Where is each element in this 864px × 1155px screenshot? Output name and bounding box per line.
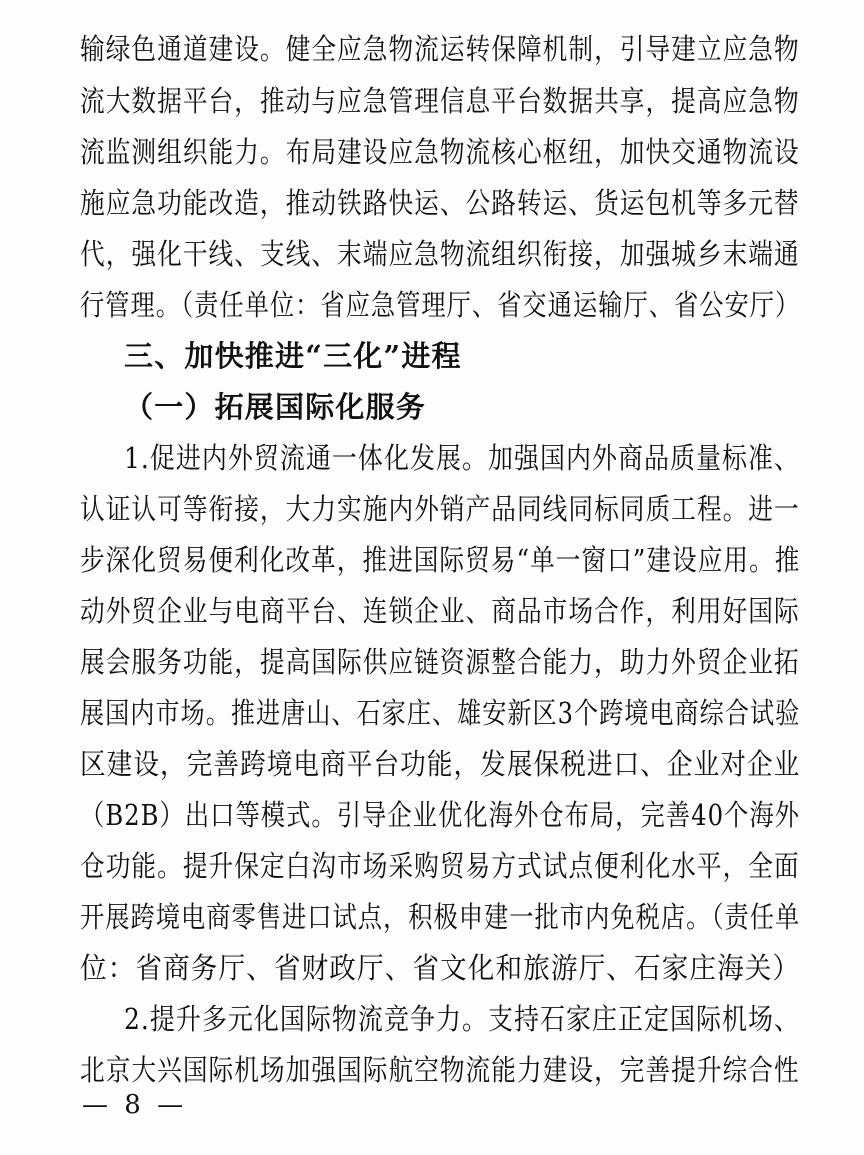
text-line: 认证认可等衔接，大力实施内外销产品同线同标同质工程。进一	[80, 492, 800, 526]
text-line: 2.提升多元化国际物流竞争力。支持石家庄正定国际机场、	[124, 1002, 801, 1036]
text-line: 步深化贸易便利化改革，推进国际贸易“单一窗口”建设应用。推	[80, 543, 801, 577]
subsection-heading: （一）拓展国际化服务	[124, 390, 427, 424]
text-line: 流大数据平台，推动与应急管理信息平台数据共享，提高应急物	[80, 84, 800, 118]
text-line: （B2B）出口等模式。引导企业优化海外仓布局，完善40个海外	[80, 798, 801, 832]
text-line: 北京大兴国际机场加强国际航空物流能力建设，完善提升综合性	[80, 1053, 800, 1087]
text-line: 开展跨境电商零售进口试点，积极申建一批市内免税店。（责任单	[80, 900, 801, 934]
section-heading: 三、加快推进“三化”进程	[124, 339, 462, 373]
text-line: 输绿色通道建设。健全应急物流运转保障机制，引导建立应急物	[80, 32, 800, 66]
text-line: 展会服务功能，提高国际供应链资源整合能力，助力外贸企业拓	[80, 645, 800, 679]
text-line: 1.促进内外贸流通一体化发展。加强国内外商品质量标准、	[124, 441, 801, 475]
text-line: 动外贸企业与电商平台、连锁企业、商品市场合作，利用好国际	[80, 594, 800, 628]
text-line: 位：省商务厅、省财政厅、省文化和旅游厅、石家庄海关）	[80, 951, 801, 985]
page-number: — 8 —	[82, 1090, 188, 1120]
text-line: 流监测组织能力。布局建设应急物流核心枢纽，加快交通物流设	[80, 135, 800, 169]
text-line: 行管理。（责任单位：省应急管理厅、省交通运输厅、省公安厅）	[80, 288, 801, 322]
text-line: 仓功能。提升保定白沟市场采购贸易方式试点便利化水平，全面	[80, 849, 800, 883]
text-line: 施应急功能改造，推动铁路快运、公路转运、货运包机等多元替	[80, 186, 800, 220]
text-line: 展国内市场。推进唐山、石家庄、雄安新区3个跨境电商综合试验	[80, 696, 801, 730]
text-line: 区建设，完善跨境电商平台功能，发展保税进口、企业对企业	[80, 747, 801, 781]
text-line: 代，强化干线、支线、末端应急物流组织衔接，加强城乡末端通	[80, 237, 800, 271]
